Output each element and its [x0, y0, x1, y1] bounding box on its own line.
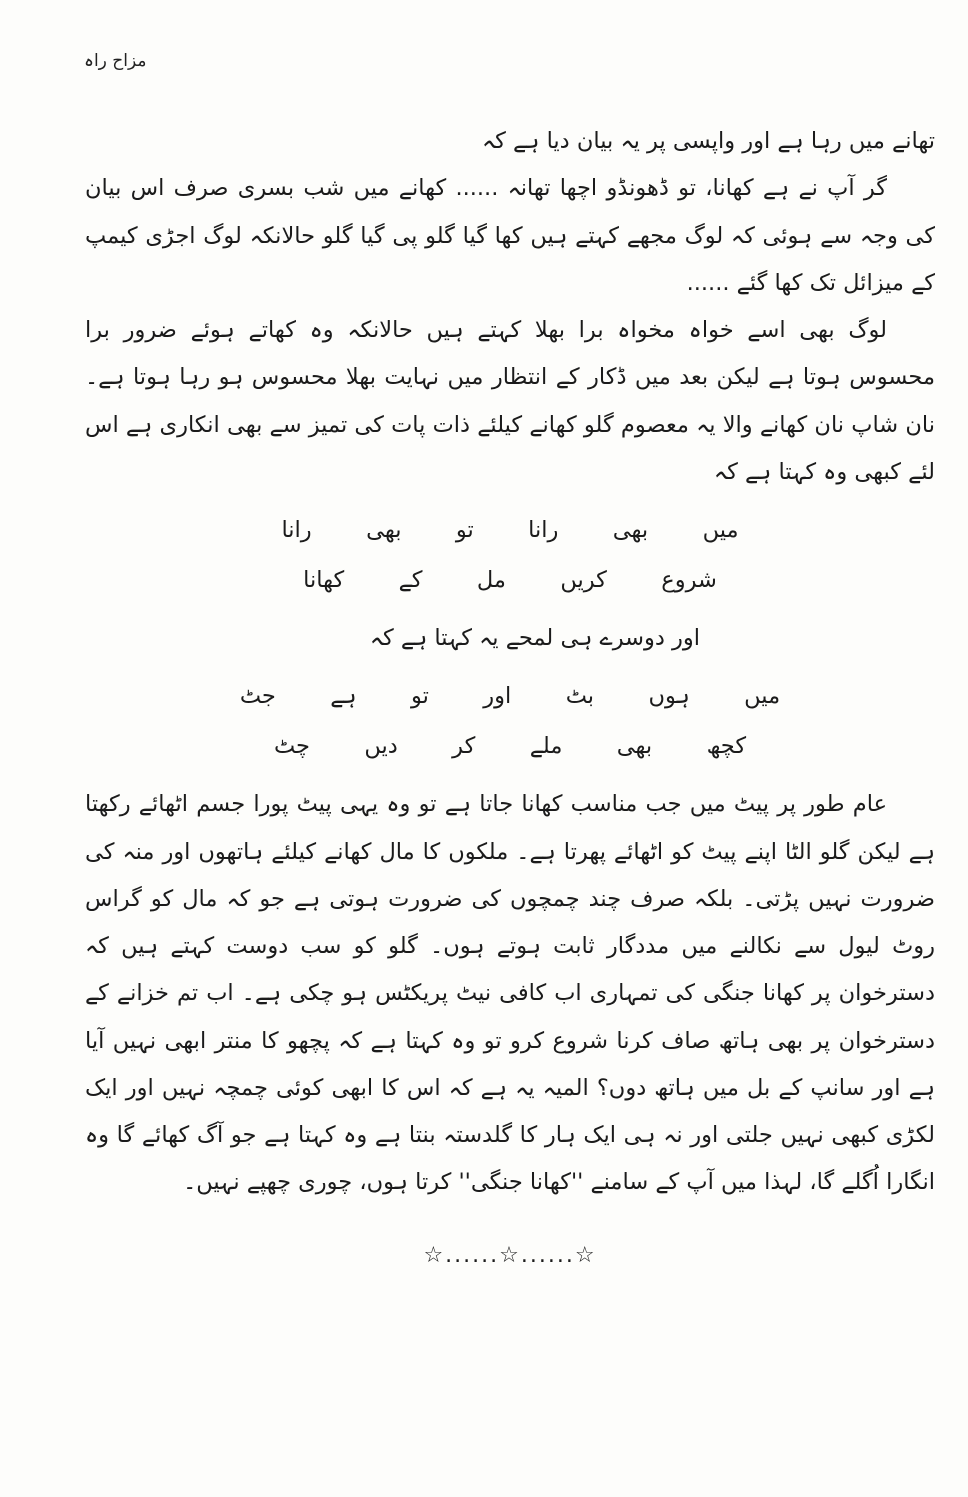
paragraph: عام طور پر پیٹ میں جب مناسب کھانا جاتا ہے تو وہ یہی پیٹ پورا جسم اٹھائے رکھتا ہے لیکن گلو الٹا اپنے پیٹ کو اٹھائے پھرتا ہے۔ ملکوں کا مال کھانے کیلئے ہاتھوں اور منہ کی ضرورت نہیں پڑتی۔ بلکہ صرف چند چمچوں کی ضرورت ہوتی ہے جو کہ مال کو گراس روٹ لیول سے نکالنے میں مددگار ثابت ہوتے ہوں۔ گلو کو سب دوست کہتے ہیں کہ دسترخوان پر کھانا جنگی کی تمہاری اب کافی نیٹ پریکٹس ہو چکی ہے۔ اب تم خزانے کے دسترخوان پر بھی ہاتھ صاف کرنا شروع کرو تو وہ کہتا ہے کہ پچھو کا منتر ابھی نہیں آیا ہے اور سانپ کے بل میں ہاتھ دوں؟ المیہ یہ ہے کہ اس کا ابھی کوئی چمچہ نہیں اور ایک لکڑی کبھی نہیں جلتی اور نہ ہی ایک ہار کا گلدستہ بنتا ہے وہ کہتا ہے جو آگ کھائے گا وہ انگارا اُگلے گا، لہذا میں آپ کے سامنے ''کھانا جنگی'' کرتا ہوں، چوری چھپے نہیں۔	[85, 791, 935, 1196]
verse-couplet-1	[85, 506, 935, 605]
paragraph: لوگ بھی اسے خواہ مخواہ برا بھلا کہتے ہیں حالانکہ وہ کھاتے ہوئے ضرور برا محسوس ہوتا ہے لیکن بعد میں ڈکار کے انتظار میں نہایت بھلا محسوس ہو رہا ہوتا ہے۔ نان شاپ نان کھانے والا یہ معصوم گلو کھانے کیلئے ذات پات کی تمیز سے بھی انکاری ہے اس لئے کبھی وہ کہتا ہے کہ	[85, 317, 935, 485]
paragraph: گر آپ نے ہے کھانا، تو ڈھونڈو اچھا تھانہ ...... کھانے میں شب بسری صرف اس بیان کی وجہ سے ہوئی کہ لوگ مجھے کہتے ہیں کھا گیا گلو پی گیا گلو حالانکہ لوگ اجڑی کیمپ کے میزائل تک کھا گئے ......	[85, 175, 935, 296]
verse-line: میں ہوں بٹ اور تو ہے جٹ	[239, 683, 781, 710]
interlude-line: اور دوسرے ہی لمحے یہ کہتا ہے کہ	[369, 625, 700, 651]
paragraph-continuation: تھانے میں رہا ہے اور واپسی پر یہ بیان دیا ہے کہ	[482, 128, 935, 154]
verse-line: شروع کریں مل کے کھانا	[303, 566, 717, 593]
running-header-title: مزاح راہ	[84, 51, 147, 71]
verse-couplet-2	[85, 672, 935, 771]
text-body	[85, 118, 935, 1279]
verse-line: کچھ بھی ملے کر دیں چٹ	[273, 732, 747, 759]
section-end-stars-divider: ☆......☆......☆	[423, 1242, 597, 1268]
verse-line: میں بھی رانا تو بھی رانا	[281, 517, 739, 543]
